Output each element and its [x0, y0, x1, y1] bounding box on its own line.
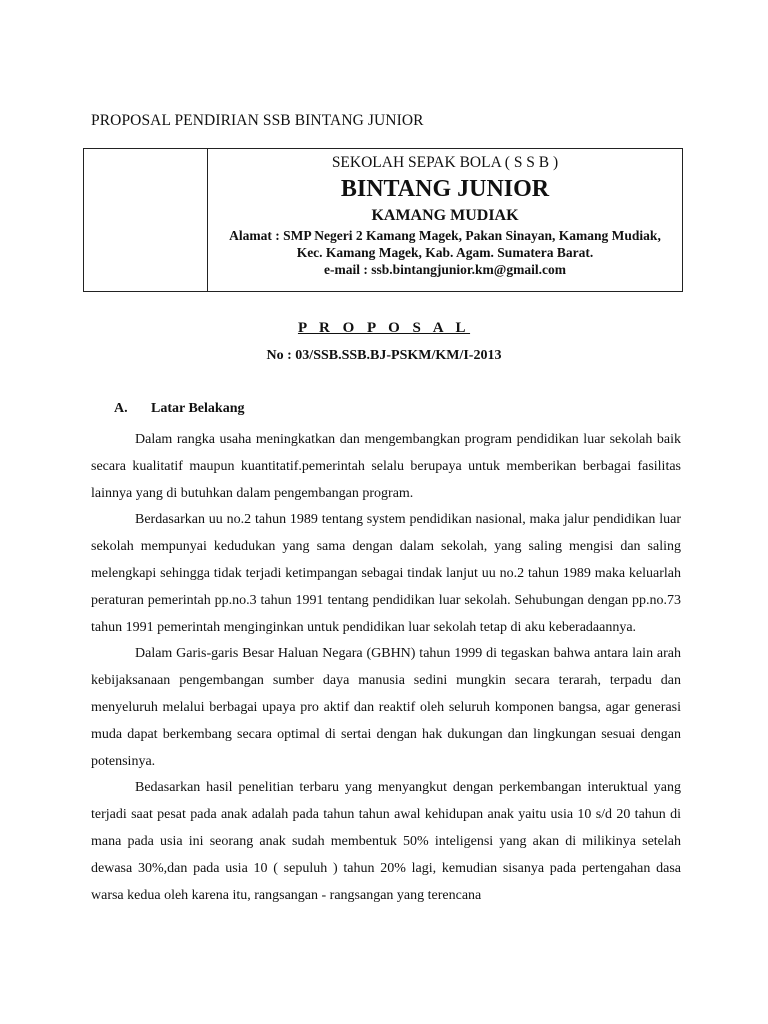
letterhead-info — [208, 149, 682, 291]
email-line: e-mail : ssb.bintangjunior.km@gmail.com — [324, 262, 566, 277]
paragraph: Dalam Garis-garis Besar Haluan Negara (GBHN) tahun 1999 di tegaskan bahwa antara lain arah kebijaksanaan pengembangan sumber daya manusia sedini mungkin secara terarah, terpadu dan menyeluruh melalui berbagai upaya pro aktif dan reaktif oleh seluruh komponen bangsa, agar generasi muda dapat berkembang secara optimal di sertai dengan hak dukungan dan lingkungan sesuai dengan potensinya. — [91, 646, 681, 769]
paragraph: Berdasarkan uu no.2 tahun 1989 tentang system pendidikan nasional, maka jalur pendidikan luar sekolah mempunyai kedudukan yang sama dengan dalam sekolah, yang saling mengisi dan saling melengkapi sehingga tidak terjadi ketimpangan sebagai tindak lanjut uu no.2 tahun 1989 maka keluarlah peraturan pemerintah pp.no.3 tahun 1991 tentang pendidikan luar sekolah. Sehubungan dengan pp.no.73 tahun 1991 pemerintah menginginkan untuk pendidikan luar sekolah tetap di aku keberadaannya. — [91, 512, 681, 635]
paragraph: Bedasarkan hasil penelitian terbaru yang menyangkut dengan perkembangan interuktual yang terjadi saat pesat pada anak adalah pada tahun tahun awal kehidupan anak yaitu usia 10 s/d 20 tahun di mana pada usia ini seorang anak sudah membentuk 50% inteligensi yang akan di milikinya setelah dewasa 30%,dan pada usia 10 ( sepuluh ) tahun 20% lagi, kemudian sisanya pada pertengahan dasa warsa kedua oleh karena itu, rangsangan - rangsangan yang terencana — [91, 780, 681, 903]
proposal-number: No : 03/SSB.SSB.BJ-PSKM/KM/I-2013 — [266, 348, 502, 363]
section-title: Latar Belakang — [151, 401, 245, 416]
school-name: SEKOLAH SEPAK BOLA ( S S B ) — [331, 154, 559, 171]
section-letter: A. — [114, 401, 128, 416]
body-text — [91, 427, 681, 909]
address-line-1: Alamat : SMP Negeri 2 Kamang Magek, Pakan Sinayan, Kamang Mudiak, — [229, 228, 661, 243]
place-name: KAMANG MUDIAK — [371, 207, 519, 224]
section-heading — [114, 401, 244, 417]
team-name: BINTANG JUNIOR — [340, 176, 550, 202]
letterhead-table — [83, 148, 683, 292]
document-title: PROPOSAL PENDIRIAN SSB BINTANG JUNIOR — [91, 112, 424, 129]
address-line-2: Kec. Kamang Magek, Kab. Agam. Sumatera Barat. — [296, 245, 594, 260]
paragraph: Dalam rangka usaha meningkatkan dan mengembangkan program pendidikan luar sekolah baik secara kualitatif maupun kuantitatif.pemerintah selalu berupaya untuk memberikan berbagai fasilitas lainnya yang di butuhkan dalam pengembangan program. — [91, 432, 681, 501]
logo-cell — [84, 149, 208, 291]
proposal-heading: P R O P O S A L — [297, 320, 471, 336]
